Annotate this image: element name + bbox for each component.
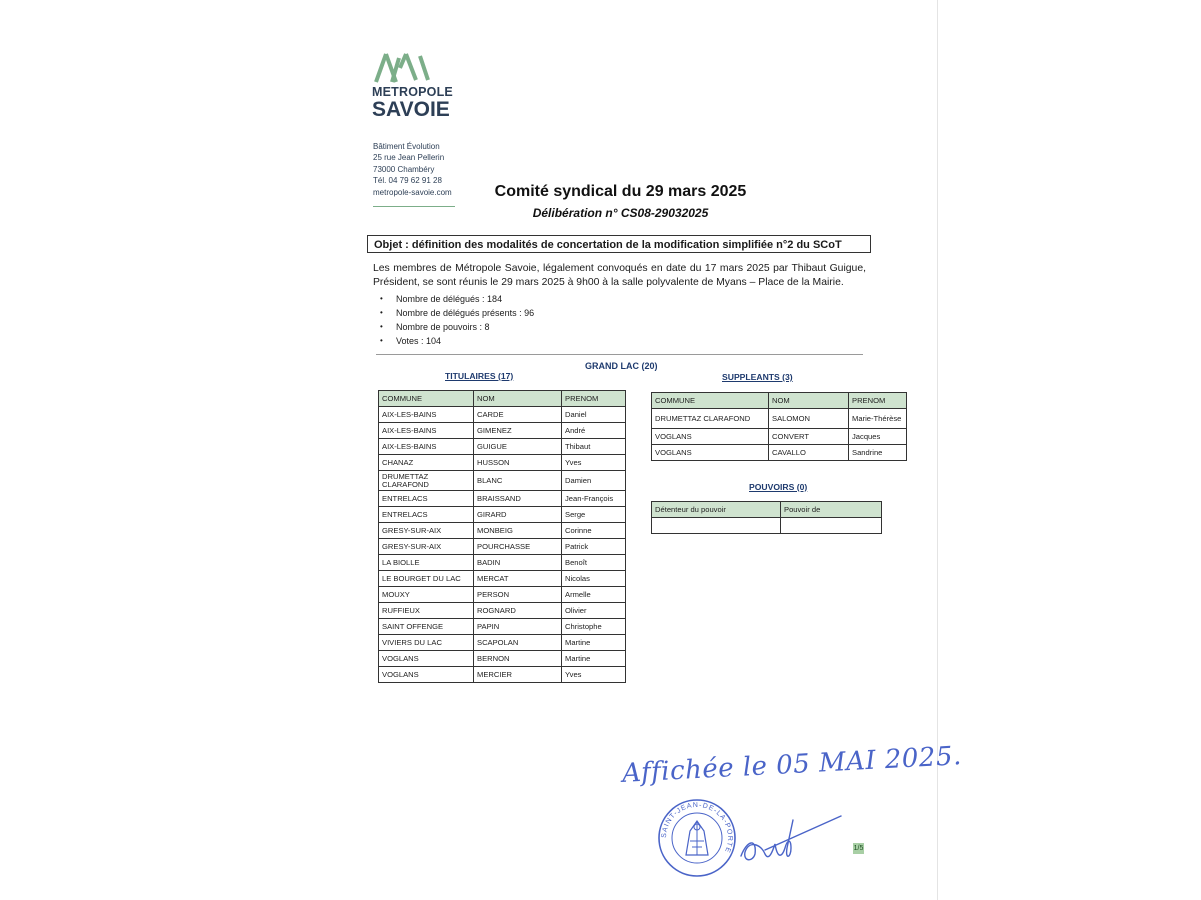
metropole-savoie-logo — [372, 52, 462, 121]
column-header: Détenteur du pouvoir — [652, 502, 781, 518]
cell-prenom: Olivier — [562, 603, 626, 619]
cell-nom: MONBEIG — [474, 523, 562, 539]
column-header: NOM — [769, 393, 849, 409]
cell-prenom: Benoît — [562, 555, 626, 571]
titulaires-title: TITULAIRES (17) — [445, 371, 514, 381]
cell-nom: BERNON — [474, 651, 562, 667]
cell-commune: LE BOURGET DU LAC — [379, 571, 474, 587]
group-title: GRAND LAC (20) — [585, 361, 658, 371]
cell-commune: DRUMETTAZ CLARAFOND — [379, 471, 474, 491]
cell-nom: BLANC — [474, 471, 562, 491]
cell-nom: MERCAT — [474, 571, 562, 587]
deliberation-number: Délibération n° CS08-29032025 — [532, 206, 709, 220]
cell-commune: AIX-LES-BAINS — [379, 423, 474, 439]
table-row — [379, 651, 626, 667]
table-row — [379, 407, 626, 423]
list-item: • Votes : 104 — [380, 334, 534, 348]
table-row — [379, 455, 626, 471]
table-row — [379, 471, 626, 491]
cell-commune: GRESY-SUR-AIX — [379, 523, 474, 539]
cell-prenom: Patrick — [562, 539, 626, 555]
cell-nom: GIMENEZ — [474, 423, 562, 439]
cell-nom: PERSON — [474, 587, 562, 603]
stamp-text: SAINT-JEAN-DE-LA-PORTE — [660, 801, 734, 855]
table-row — [379, 603, 626, 619]
logo-text-metropole: METROPOLE — [372, 85, 453, 99]
cell-prenom: Armelle — [562, 587, 626, 603]
cell-prenom: André — [562, 423, 626, 439]
cell-nom: CARDE — [474, 407, 562, 423]
logo-text-savoie: SAVOIE — [372, 98, 450, 121]
cell-commune: VOGLANS — [652, 429, 769, 445]
cell-nom: GIRARD — [474, 507, 562, 523]
table-row — [379, 523, 626, 539]
table-row — [379, 619, 626, 635]
table-row — [379, 587, 626, 603]
signature-scribble-icon — [735, 810, 845, 870]
signature — [735, 810, 845, 875]
cell-prenom: Martine — [562, 651, 626, 667]
table-row — [379, 667, 626, 683]
stats-list — [380, 292, 534, 348]
table-header-row — [652, 502, 882, 518]
table-row — [652, 409, 907, 429]
cell-commune: SAINT OFFENGE — [379, 619, 474, 635]
cell-prenom: Marie-Thérèse — [849, 409, 907, 429]
address-line: Bâtiment Évolution — [373, 142, 440, 151]
cell-nom: MERCIER — [474, 667, 562, 683]
cell-commune: AIX-LES-BAINS — [379, 439, 474, 455]
cell-nom: GUIGUE — [474, 439, 562, 455]
cell-nom: BRAISSAND — [474, 491, 562, 507]
cell-prenom: Sandrine — [849, 445, 907, 461]
cell-prenom: Serge — [562, 507, 626, 523]
empty-cell — [652, 518, 781, 534]
cell-nom: CONVERT — [769, 429, 849, 445]
cell-commune: CHANAZ — [379, 455, 474, 471]
intro-paragraph: Les membres de Métropole Savoie, légalement convoqués en date du 17 mars 2025 par Thibaut Guigue, Président, se sont réunis le 29 mars 2025 à 9h00 à la salle polyvalente de Myans – Place de la Mairie. — [373, 263, 866, 289]
table-row — [652, 429, 907, 445]
list-item: • Nombre de délégués : 184 — [380, 292, 534, 306]
cell-prenom: Yves — [562, 667, 626, 683]
cell-prenom: Yves — [562, 455, 626, 471]
pouvoirs-table — [651, 501, 882, 534]
cell-prenom: Damien — [562, 471, 626, 491]
cell-commune: VOGLANS — [379, 651, 474, 667]
cell-commune: GRESY-SUR-AIX — [379, 539, 474, 555]
table-row — [652, 518, 882, 534]
column-header: NOM — [474, 391, 562, 407]
stamp-seal-icon — [656, 797, 738, 879]
cell-prenom: Jean-François — [562, 491, 626, 507]
cell-commune: MOUXY — [379, 587, 474, 603]
cell-nom: POURCHASSE — [474, 539, 562, 555]
cell-nom: HUSSON — [474, 455, 562, 471]
column-header: Pouvoir de — [781, 502, 882, 518]
cell-commune: AIX-LES-BAINS — [379, 407, 474, 423]
table-row — [379, 507, 626, 523]
cell-commune: ENTRELACS — [379, 507, 474, 523]
cell-commune: DRUMETTAZ CLARAFOND — [652, 409, 769, 429]
table-row — [379, 635, 626, 651]
mairie-stamp — [656, 797, 738, 884]
cell-nom: BADIN — [474, 555, 562, 571]
table-header-row — [379, 391, 626, 407]
cell-commune: LA BIOLLE — [379, 555, 474, 571]
cell-nom: CAVALLO — [769, 445, 849, 461]
table-row — [652, 445, 907, 461]
cell-prenom: Martine — [562, 635, 626, 651]
column-header: PRENOM — [849, 393, 907, 409]
section-divider — [376, 354, 863, 355]
column-header: COMMUNE — [652, 393, 769, 409]
address-website: metropole-savoie.com — [373, 187, 452, 197]
table-row — [379, 555, 626, 571]
cell-prenom: Jacques — [849, 429, 907, 445]
table-row — [379, 571, 626, 587]
cell-nom: PAPIN — [474, 619, 562, 635]
list-item: • Nombre de pouvoirs : 8 — [380, 320, 534, 334]
object-box: Objet : définition des modalités de concertation de la modification simplifiée n°2 du SCoT — [367, 235, 871, 253]
address-line: 73000 Chambéry — [373, 164, 435, 174]
handwritten-posting-note: Affichée le 05 MAI 2025. — [621, 741, 963, 789]
cell-prenom: Thibaut — [562, 439, 626, 455]
document-title: Comité syndical du 29 mars 2025 — [494, 183, 747, 200]
pouvoirs-title: POUVOIRS (0) — [749, 482, 808, 492]
cell-commune: ENTRELACS — [379, 491, 474, 507]
column-header: COMMUNE — [379, 391, 474, 407]
suppleants-title: SUPPLEANTS (3) — [722, 372, 793, 382]
cell-nom: SCAPOLAN — [474, 635, 562, 651]
cell-prenom: Daniel — [562, 407, 626, 423]
list-item: • Nombre de délégués présents : 96 — [380, 306, 534, 320]
cell-commune: VIVIERS DU LAC — [379, 635, 474, 651]
cell-prenom: Corinne — [562, 523, 626, 539]
cell-nom: SALOMON — [769, 409, 849, 429]
table-row — [379, 439, 626, 455]
cell-prenom: Nicolas — [562, 571, 626, 587]
address-line: 25 rue Jean Pellerin — [373, 153, 445, 163]
cell-commune: VOGLANS — [652, 445, 769, 461]
table-row — [379, 539, 626, 555]
suppleants-table — [651, 392, 907, 461]
table-header-row — [652, 393, 907, 409]
cell-commune: RUFFIEUX — [379, 603, 474, 619]
cell-commune: VOGLANS — [379, 667, 474, 683]
table-row — [379, 423, 626, 439]
mountain-logo-icon — [372, 52, 432, 84]
cell-nom: ROGNARD — [474, 603, 562, 619]
address-line: Tél. 04 79 62 91 28 — [373, 176, 442, 186]
page-marker: 1/5 — [853, 845, 864, 852]
cell-prenom: Christophe — [562, 619, 626, 635]
titulaires-table — [378, 390, 626, 683]
empty-cell — [781, 518, 882, 534]
column-header: PRENOM — [562, 391, 626, 407]
table-row — [379, 491, 626, 507]
